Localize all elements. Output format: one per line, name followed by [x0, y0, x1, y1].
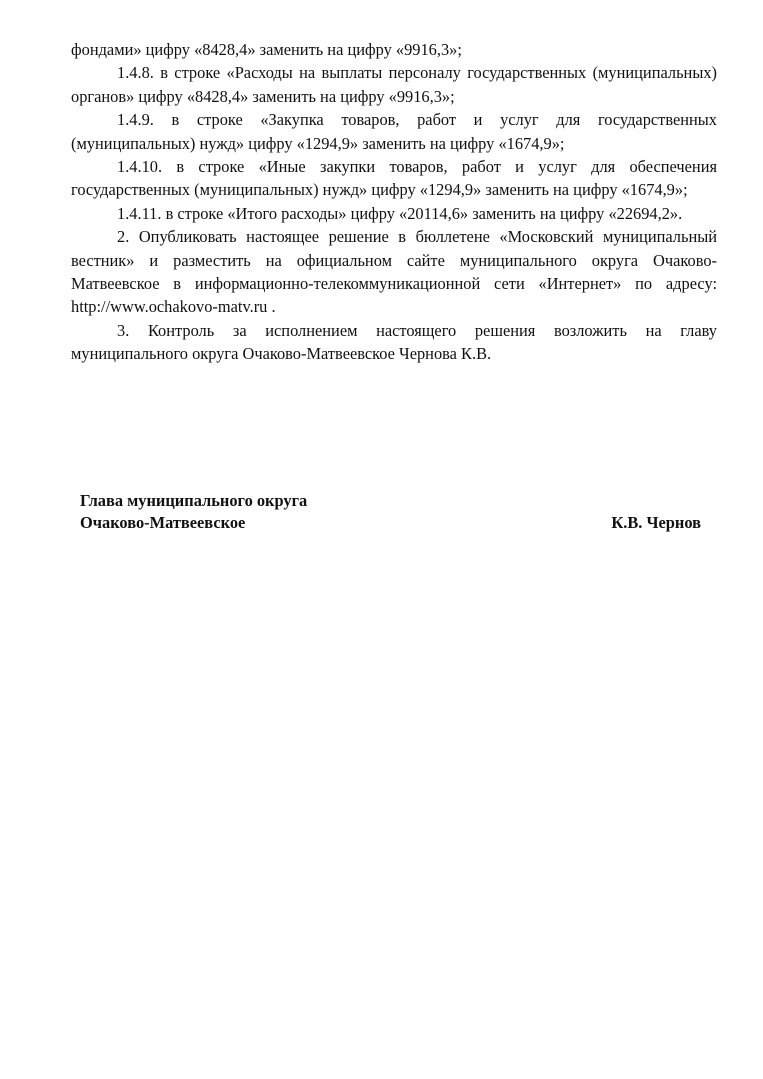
signature-block: [80, 490, 701, 534]
document-body: [71, 38, 717, 366]
signature-name: К.В. Чернов: [611, 513, 701, 532]
paragraph-1-4-9: 1.4.9. в строке «Закупка товаров, работ и услуг для государственных (муниципальных) нужд» цифру «1294,9» заменить на цифру «1674,9»;: [71, 110, 717, 153]
paragraph-continuation: фондами» цифру «8428,4» заменить на цифру «9916,3»;: [71, 40, 462, 59]
signature-line-1: [80, 490, 701, 512]
paragraph-1-4-11: 1.4.11. в строке «Итого расходы» цифру «20114,6» заменить на цифру «22694,2».: [117, 203, 683, 223]
paragraph-1-4-8: 1.4.8. в строке «Расходы на выплаты персоналу государственных (муниципальных) органов» цифру «8428,4» заменить на цифру «9916,3»;: [71, 63, 717, 106]
paragraph-1-4-10: 1.4.10. в строке «Иные закупки товаров, работ и услуг для обеспечения государственных (муниципальных) нужд» цифру «1294,9» заменить на цифру «1674,9»;: [71, 157, 717, 200]
paragraph-2-publication: 2. Опубликовать настоящее решение в бюллетене «Московский муниципальный вестник» и разместить на официальном сайте муниципального округа Очаково-Матвеевское в информационно-телекоммуникационной сети «Интернет» по адресу: http://www.ochakovo-matv.ru .: [71, 227, 717, 317]
signature-line-2: [80, 512, 701, 534]
signature-title-line-1: Глава муниципального округа: [80, 491, 308, 510]
paragraph-3-control: 3. Контроль за исполнением настоящего решения возложить на главу муниципального округа Очаково-Матвеевское Чернова К.В.: [71, 320, 717, 364]
signature-title-line-2: Очаково-Матвеевское: [80, 513, 246, 532]
